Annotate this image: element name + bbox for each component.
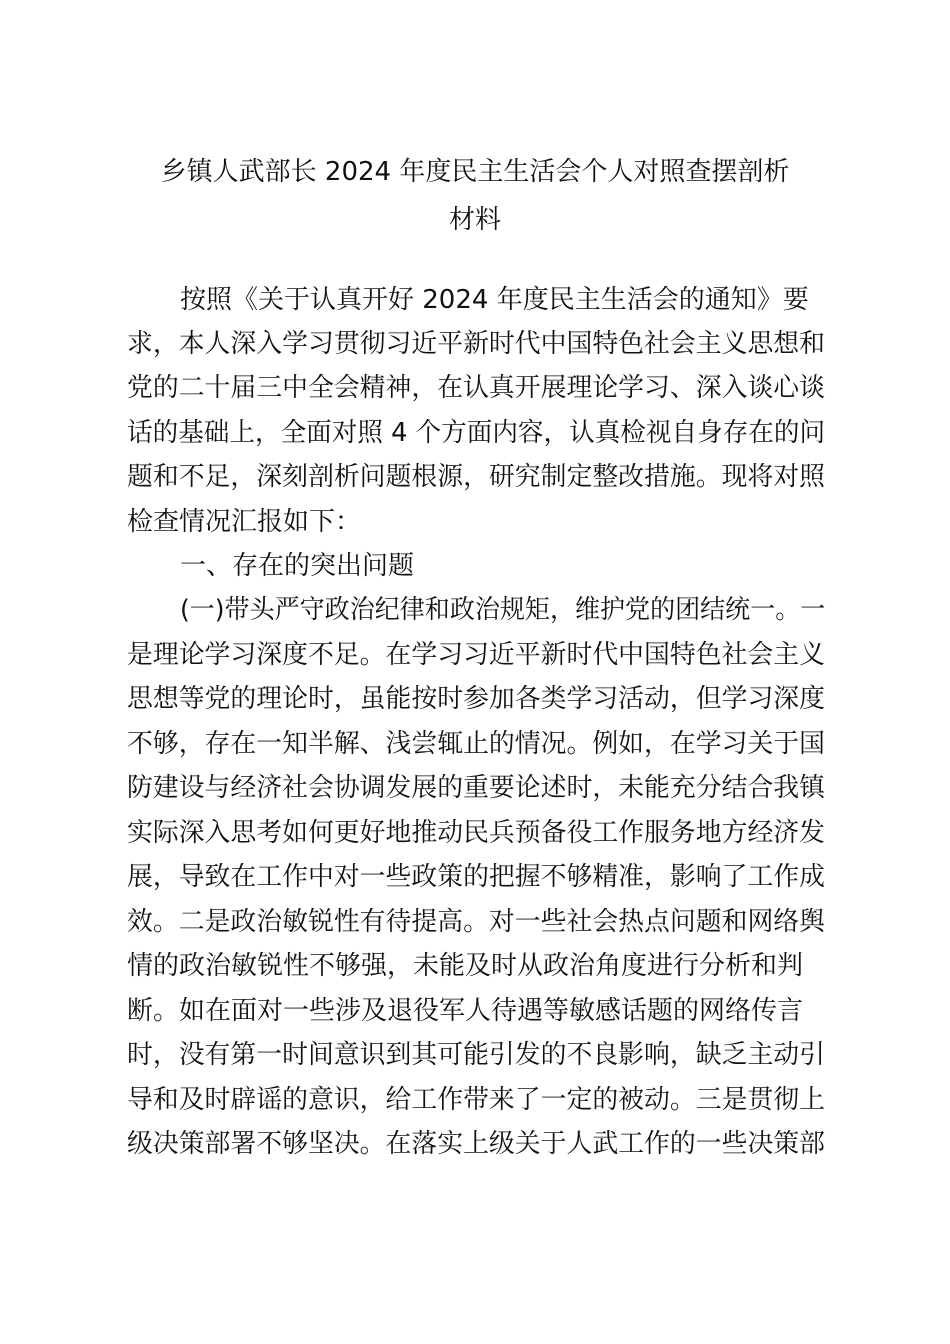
body-line-9: 是理论学习深度不足。在学习习近平新时代中国特色社会主义	[127, 640, 826, 670]
body-line-17: 断。如在面对一些涉及退役军人待遇等敏感话题的网络传言	[127, 996, 804, 1026]
body-line-4: 话的基础上，全面对照 4 个方面内容，认真检视自身存在的问	[127, 418, 826, 448]
body-line-16: 情的政治敏锐性不够强，未能及时从政治角度进行分析和判	[127, 951, 804, 981]
body-line-8: (一)带头严守政治纪律和政治规矩，维护党的团结统一。一	[180, 595, 826, 625]
body-line-11: 不够，存在一知半解、浅尝辄止的情况。例如，在学习关于国	[127, 729, 826, 759]
body-line-14: 展，导致在工作中对一些政策的把握不够精准，影响了工作成	[127, 862, 826, 892]
section-heading: 一、存在的突出问题	[180, 551, 415, 581]
body-line-15: 效。二是政治敏锐性有待提高。对一些社会热点问题和网络舆	[127, 907, 826, 937]
body-line-13: 实际深入思考如何更好地推动民兵预备役工作服务地方经济发	[127, 818, 826, 848]
document-title-line-2: 材料	[448, 205, 501, 235]
body-line-6: 检查情况汇报如下：	[127, 507, 362, 537]
body-line-12: 防建设与经济社会协调发展的重要论述时，未能充分结合我镇	[127, 773, 826, 803]
body-line-10: 思想等党的理论时，虽能按时参加各类学习活动，但学习深度	[127, 684, 826, 714]
body-line-5: 题和不足，深刻剖析问题根源，研究制定整改措施。现将对照	[127, 462, 826, 492]
body-line-2: 求，本人深入学习贯彻习近平新时代中国特色社会主义思想和	[127, 329, 826, 359]
body-line-3: 党的二十届三中全会精神，在认真开展理论学习、深入谈心谈	[127, 373, 826, 403]
body-line-20: 级决策部署不够坚决。在落实上级关于人武工作的一些决策部	[127, 1129, 826, 1159]
body-line-19: 导和及时辟谣的意识，给工作带来了一定的被动。三是贯彻上	[127, 1085, 826, 1115]
document-title-line-1: 乡镇人武部长 2024 年度民主生活会个人对照查摆剖析	[160, 157, 790, 187]
body-line-18: 时，没有第一时间意识到其可能引发的不良影响，缺乏主动引	[127, 1040, 826, 1070]
body-line-1: 按照《关于认真开好 2024 年度民主生活会的通知》要	[180, 285, 809, 315]
